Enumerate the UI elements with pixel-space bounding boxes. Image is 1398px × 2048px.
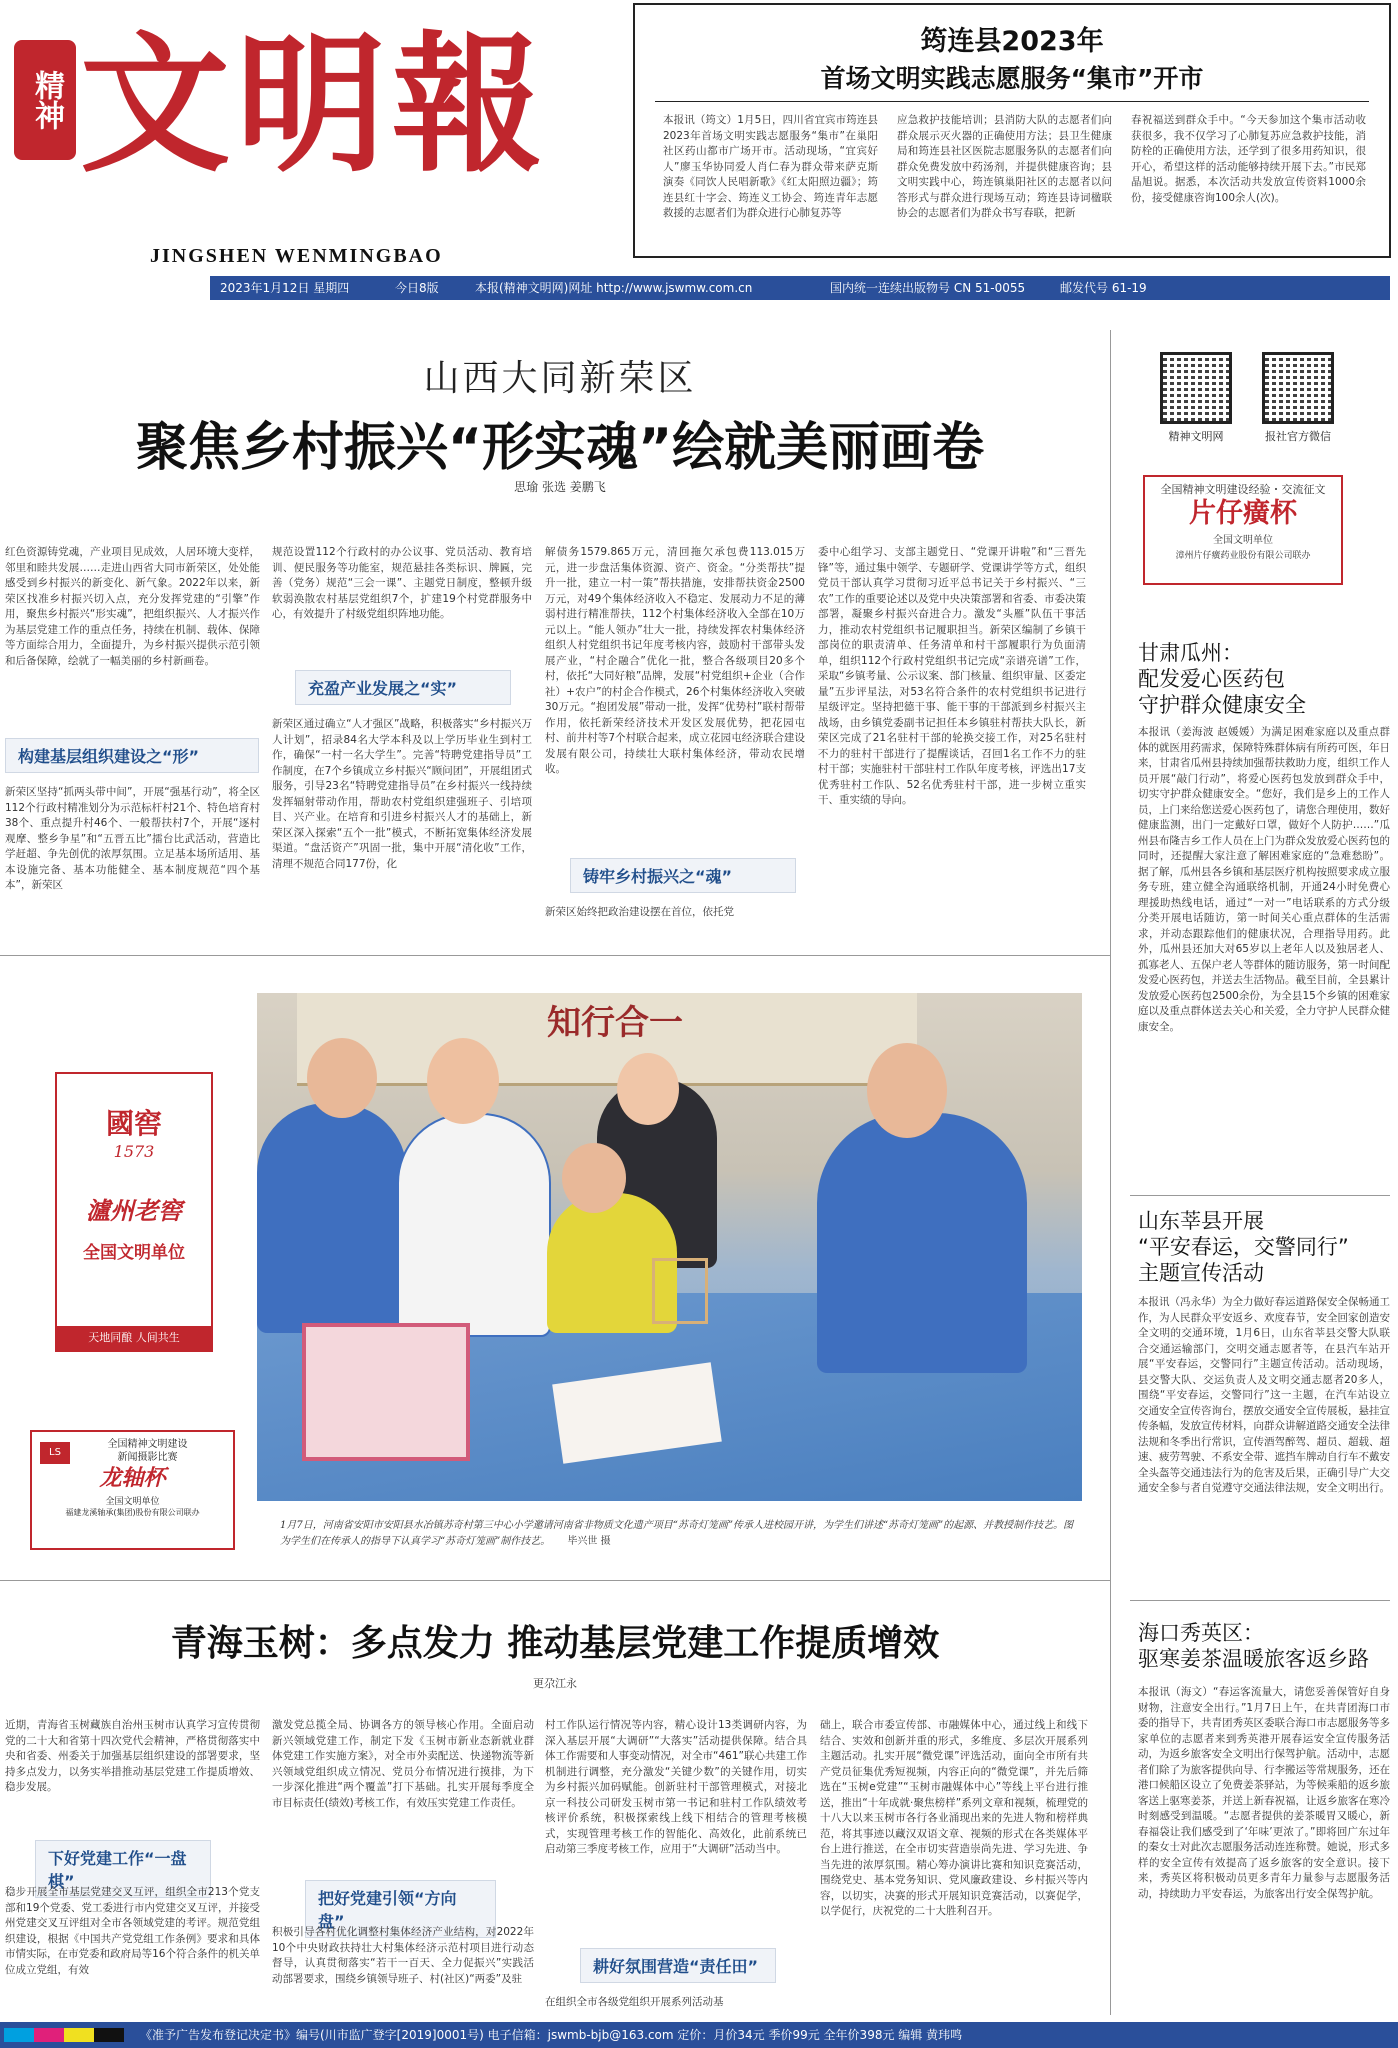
second-col-2b: 积极引导各村优化调整村集体经济产业结构，对2022年10个中央财政扶持壮大村集体经济示范村项目进行动态督导，认真贯彻落实“若干一百天、全力促振兴”实践活动部署要求，围绕乡镇领导班子、村(社区)“两委”及驻 xyxy=(272,1926,534,1985)
photo-teacher-face xyxy=(617,1053,679,1125)
footer-text: 《准予广告发布登记决定书》编号(川市监广登字[2019]0001号) 电子信箱：jswmb-bjb@163.com 定价：月价34元 季价99元 全年价398元 编辑 黄玮鸣 xyxy=(140,2028,963,2042)
ad-unit: 全国文明单位 xyxy=(1213,535,1273,546)
top-story-col-1: 本报讯（筠文）1月5日，四川省宜宾市筠连县2023年首场文明实践志愿服务“集市”在巢阳社区药山都市广场开市。活动现场，“宜宾好人”廖玉华协同爱人肖仁春为群众带来萨克斯演奏《同饮人民唱新歌》《红太阳照边疆》；筠连县红十字会、筠连义工协会、筠连青年志愿救援的志愿者们为群众进行心肺复苏等 xyxy=(663,114,878,219)
ad-company: 漳州片仔癀药业股份有限公司联办 xyxy=(1175,551,1311,561)
website-address[interactable]: 本报(精神文明网)网址 http://www.jswmw.com.cn xyxy=(475,281,753,295)
lead-col-4: 委中心组学习、支部主题党日、“党课开讲啦”和“三晋先锋”等，通过集中领学、专题研学、党课讲学等方式，组织党员干部认真学习贯彻习近平总书记关于乡村振兴、“三农”工作的重要论述以及党中央决策部署和省委、市委决策部署，凝聚乡村振兴奋进合力。激发“头雁”队伍干事活力，推动农村党组织书记履职担当。新荣区编制了乡镇干部岗位的职责清单、任务清单和村干部履职行为负面清单，组织112个行政村党组织书记完成“亲谱亮谱”工作，采取“乡镇考量、公示议案、部门核量、组织审量、区委定量”五步评星法，对53名符合条件的农村党组织书记进行星级评定。坚持把德干事、能干事的干部派到乡村振兴主战场，由乡镇党委副书记担任本乡镇驻村帮扶大队长，新荣区完成了21名驻村干部的轮换交接工作，对25名驻村不力的驻村干部进行了提醒谈话，召回1名工作不力的驻村干部；实施驻村干部驻村工作队年度考核，评选出17支优秀驻村工作队、52名优秀驻村干部，进一步树立重实干、重实绩的导向。 xyxy=(818,546,1086,806)
photo-lantern xyxy=(302,1323,470,1461)
ad-unit: 全国文明单位 xyxy=(83,1243,185,1263)
qr-label: 精神文明网 xyxy=(1168,430,1224,443)
top-story-box xyxy=(633,3,1391,258)
lead-subhead-2: 充盈产业发展之“实” xyxy=(295,670,511,705)
footer-bar xyxy=(0,2022,1398,2048)
second-col-1a: 近期，青海省玉树藏族自治州玉树市认真学习宣传贯彻党的二十大和省第十四次党代会精神，严格贯彻落实中央和省委、州委关于加强基层组织建设的部署要求，坚持多点发力，以务实举措推动基层党建工作提质增效、稳步发展。 xyxy=(5,1719,260,1793)
masthead xyxy=(0,0,630,270)
second-col-2a: 激发党总揽全局、协调各方的领导核心作用。全面启动新兴领域党建工作，制定下发《玉树市新业态新就业群体党建工作实施方案》，对全市外卖配送、快递物流等新兴领域党组织成立情况、党员分布情况进行摸排，为下一步深化推进“两个覆盖”打下基础。扎实开展每季度全市目标责任(绩效)考核工作，有效压实党建工作责任。 xyxy=(272,1719,534,1809)
ad-logo-icon: LS xyxy=(40,1442,70,1464)
second-subhead-1: 下好党建工作“一盘棋” xyxy=(35,1840,211,1898)
masthead-pinyin: JINGSHEN WENMINGBAO xyxy=(150,245,443,267)
second-col-3a: 村工作队运行情况等内容，精心设计13类调研内容，为深入基层开展“大调研”“大落实”活动提供保障。结合具体工作需要和人事变动情况，对全市“461”联心共建工作机制进行调整，充分激发“关键少数”的关键作用，切实为乡村振兴加码赋能。创新驻村干部管理模式，对接北京一科技公司研发玉树市第一书记和驻村工作队绩效考核评价系统，积极探索线上线下相结合的管理考核模式，实现管理考核工作的智能化、高效化，此前系统已启动第三季度考核工作，应用于“大调研”活动当中。 xyxy=(545,1719,807,1855)
second-subhead-3: 耕好氛围营造“责任田” xyxy=(580,1948,776,1983)
side-story-1-title: 甘肃瓜州： 配发爱心医药包 守护群众健康安全 xyxy=(1138,641,1306,717)
ad-unit: 全国文明单位 xyxy=(105,1497,160,1507)
lead-col-1b: 新荣区坚持“抓两头带中间”，开展“强基行动”，将全区112个行政村精准划分为示范标杆村21个、特色培育村38个、重点提升村46个、一般帮扶村7个，开展“逐村观摩、整乡争星”和“五晋五比”擂台比武活动，营造比学赶超、争先创优的浓厚氛围。立足基本场所适用、基本设施完备、基本功能健全、基本制度规范“四个基本”，新荣区 xyxy=(5,786,260,891)
date-bar xyxy=(210,276,1390,300)
news-photo xyxy=(257,993,1082,1501)
qr-code-wechat[interactable] xyxy=(1262,352,1334,444)
side-story-2-body: 本报讯（冯永华）为全力做好春运道路保安全保畅通工作，为人民群众平安返乡、欢度春节，安全回家创造安全文明的交通环境，1月6日，山东省莘县交警大队联合交通运输部门，交明交通志愿者等，在县汽车站开展“平安春运，交警同行”主题宣传活动。活动现场，县交警大队、交运负责人及文明交通志愿者20多人，围绕“平安春运，交警同行”这一主题，在汽车站设立交通安全宣传咨询台，摆放交通安全宣传展板，悬挂宣传条幅，发放宣传材料，向群众讲解道路交通安全法律法规和冬季出行常识，宣传酒驾醉驾、超员、超载、超速、疲劳驾驶、不系安全带、遮挡车牌动自行车不戴安全头盔等交通违法行为的危害及后果，正确引导广大交通安全参与者自觉遵守交通法律法规，安全文明出行。 xyxy=(1138,1296,1390,1494)
ad-company: 福建龙溪轴承(集团)股份有限公司联办 xyxy=(65,1508,200,1517)
second-byline: 更尕江永 xyxy=(533,1677,577,1690)
divider xyxy=(1130,1195,1390,1196)
lead-kicker: 山西大同新荣区 xyxy=(423,358,697,399)
qr-code-icon xyxy=(1160,352,1232,424)
divider xyxy=(655,101,1369,102)
photo-student-face xyxy=(867,1043,947,1138)
lead-col-2b: 新荣区通过确立“人才强区”战略，积极落实“乡村振兴万人计划”，招录84名大学本科及以上学历毕业生到村工作，确保“一村一名大学生”。完善“特聘党建指导员”工作制度，在7个乡镇成立乡村振兴“顾问团”，开展组团式服务，引导23名“特聘党建指导员”在乡村振兴一线持续发挥辐射带动作用，帮助农村党组织建强班子、引培项目、兴产业。在培育和引进乡村振兴人才的基础上，新荣区深入探索“五个一批”模式，不断拓宽集体经济发展渠道。“盘活资产”巩固一批，集中开展“清化收”工作，清理不规范合同177份，化 xyxy=(272,718,532,870)
second-col-4: 础上，联合市委宣传部、市融媒体中心，通过线上和线下结合、实效和创新并重的形式，多维度、多层次开展系列主题活动。扎实开展“微党课”评选活动，面向全市所有共产党员征集优秀短视频，内容正向的“微党课”，并先后筛选在“玉树e党建”“玉树市融媒体中心”等线上平台进行推送，推出“十年成就·聚焦榜样”系列文章和视频，梳理党的十八大以来玉树市各行各业涌现出来的先进人物和榜样典范，将其事迹以藏汉双语文章、视频的形式在各类媒体平台上进行推送，在全市切实营造崇尚先进、学习先进、争当先进的浓厚氛围。精心筹办演讲比赛和知识竞赛活动，围绕党史、基本党务知识、党风廉政建设、乡村振兴等内容，以切实，决赛的形式开展知识竞赛活动，以赛促学，以学促行，庆祝党的二十大胜利召开。 xyxy=(820,1719,1088,1917)
side-story-3-title: 海口秀英区： 驱寒姜茶温暖旅客返乡路 xyxy=(1138,1621,1369,1671)
photo-lantern-frame xyxy=(652,1258,708,1324)
lead-subhead-1: 构建基层组织建设之“形” xyxy=(5,738,259,773)
ad-logo-number: 1573 xyxy=(113,1142,155,1161)
ad-luzhou-laojiao xyxy=(55,1072,213,1352)
second-subhead-2: 把好党建引领“方向盘” xyxy=(305,1880,496,1938)
side-story-2-title: 山东莘县开展 “平安春运，交警同行” 主题宣传活动 xyxy=(1138,1209,1349,1285)
lead-col-1a: 红色资源铸党魂，产业项目见成效，人居环境大变样，邻里和睦共发展……走进山西省大同市新荣区，处处能感受到乡村振兴的新变化、新气象。2022年以来，新荣区找准乡村振兴切入点，充分发挥党建的“引擎”作用，聚焦乡村振兴“形实魂”，把组织振兴、人才振兴作为基层党建工作的重点任务，持续在机制、载体、保障等方面综合用力，全面提升，为乡村振兴提供示范引领和后备保障，绘就了一幅美丽的乡村新画卷。 xyxy=(5,546,260,667)
ad-brand: 瀘州老窖 xyxy=(86,1196,182,1225)
lead-headline: 聚焦乡村振兴“形实魂”绘就美丽画卷 xyxy=(135,418,985,478)
photo-student-face xyxy=(307,1038,377,1118)
photo-student xyxy=(397,1113,551,1337)
divider xyxy=(0,955,1110,956)
masthead-seal: 精神 xyxy=(14,40,76,160)
top-story-col-3: 春祝福送到群众手中。“今天参加这个集市活动收获很多，我不仅学习了心肺复苏应急救护技能，消防栓的正确使用方法，还学到了很多用药知识，很开心，希望这样的活动能够持续开展下去。”市民郑晶旭说。据悉，本次活动共发放宣传资料1000余份，接受健康咨询100余人(次)。 xyxy=(1131,114,1366,204)
ad-slogan: 天地同酿 人间共生 xyxy=(57,1326,211,1350)
photo-student-face xyxy=(427,1038,499,1124)
divider xyxy=(1130,1600,1390,1601)
date-line: 2023年1月12日 星期四 xyxy=(220,281,350,295)
photo-student xyxy=(257,1103,407,1333)
ad-name: 龙轴杯 xyxy=(99,1466,166,1491)
second-col-1b: 稳步开展全市基层党建交叉互评，组织全市213个党支部和19个党委、党工委进行市内党建交叉互评，并接受州党建交叉互评组对全市各领域党建的考评。规范党组织建设，根据《中国共产党党组工作条例》要求和具体市情实际，在市党委和政府局等16个符合条件的机关单位成立党组，有效 xyxy=(5,1886,260,1976)
postal-code: 邮发代号 61-19 xyxy=(1060,281,1147,295)
lead-col-2a: 规范设置112个行政村的办公议事、党员活动、教育培训、便民服务等功能室，规范悬挂各类标识、牌匾，完善（党务）规范“三会一课”、主题党日制度，整顿升级软弱涣散农村基层党组织7个，扩建19个村党群服务中心，有效提升了村级党组织阵地功能。 xyxy=(272,546,532,620)
lead-byline: 思瑜 张选 姜鹏飞 xyxy=(514,480,606,494)
top-story-col-2: 应急救护技能培训；县消防大队的志愿者们向群众展示灭火器的正确使用方法；县卫生健康局和筠连县社区医院志愿服务队的志愿者们向群众免费发放中药汤剂，并提供健康咨询；县文明实践中心，筠连镇巢阳社区的志愿者以问答形式与群众进行现场互动；筠连县诗词楹联协会的志愿者们为群众书写春联，把新 xyxy=(897,114,1112,219)
ad-top-text: 全国精神文明建设 新闻摄影比赛 xyxy=(107,1439,188,1463)
side-story-1-body: 本报讯（姜海波 赵媛媛）为满足困难家庭以及重点群体的就医用药需求，保障特殊群体病有所药可医，年日来，甘肃省瓜州县持续加强帮扶救助力度，组织工作人员开展“敲门行动”，将爱心医药包发放到群众手中，切实守护群众健康安全。“您好，我们是乡上的工作人员，上门来给您送爱心医药包了，请您合理使用，数好健康监测，出门一定戴好口罩，做好个人防护……”瓜州县布隆吉乡工作人员在上门为群众发放爱心医药包的同时，还提醒大家注意了解困难家庭的“急难愁盼”。据了解，瓜州县各乡镇和基层医疗机构按照要求成立服务专班，建立健全沟通联络机制，开通24小时免费心理援助热线电话，通过“一对一”电话联系的方式分级分类开展电话随访，第一时间关心重点群体的生活需求，并动态跟踪他们的健康状况，合理指导用药。此外，瓜州县还加大对65岁以上老年人以及独居老人、孤寡老人、五保户老人等群体的随访服务，第一时间配发爱心医药包，并送去生活物品。截至目前，全县累计发放爱心医药包2500余份，为全县15个乡镇的困难家庭以及重点群体送去关心和关爱，全力守护人民群众健康安全。 xyxy=(1138,726,1390,1033)
photo-credit: 毕兴世 摄 xyxy=(567,1536,611,1547)
top-story-title-1: 筠连县2023年 xyxy=(920,26,1104,57)
ad-pianzaihuang xyxy=(1143,475,1343,585)
photo-caption xyxy=(280,1518,1080,1550)
photo-student-face xyxy=(562,1143,626,1213)
top-story-title-2: 首场文明实践志愿服务“集市”开市 xyxy=(820,64,1204,93)
ad-logo-guojiao: 國窖 xyxy=(105,1107,162,1140)
ad-top-text: 全国精神文明建设经验・交流征文 xyxy=(1160,483,1326,496)
qr-code-icon xyxy=(1262,352,1334,424)
second-headline: 青海玉树：多点发力 推动基层党建工作提质增效 xyxy=(170,1623,940,1664)
qr-label: 报社官方微信 xyxy=(1265,430,1331,443)
photo-board-text: 知行合一 xyxy=(547,1003,683,1043)
divider xyxy=(0,1580,1110,1581)
lead-col-3a: 解债务1579.865万元，清回拖欠承包费113.015万元，进一步盘活集体资源、资产、资金。“分类帮扶”提升一批，建立一村一策”帮扶措施，安排帮扶资金2500万元，对49个集体经济收入不稳定、发展动力不足的薄弱村进行精准帮扶，112个村集体经济收入全部在10万元以上。“能人领办”壮大一批，持续发挥农村集体经济组织人村党组织书记年度考核内容，鼓励村干部带头发展产业，“村企融合”优化一批，整合各级项目20多个村，依托“大同好粮”品牌，发展“村党组织+企业（合作社）+农户”的村企合作模式，26个村集体经济收入突破30万元。“抱团发展”带动一批，发挥“优势村”联村帮带作用，依托新荣经济技术开发区发展优势，把花园屯村、前井村等7个村联合起来，成立花园屯经济联合建设发展有限公司，持续壮大联村集体经济，带动农民增收。 xyxy=(545,546,805,775)
side-story-3-body: 本报讯（海文）“春运客流量大，请您妥善保管好自身财物，注意安全出行。”1月7日上午，在共青团海口市委的指导下，共青团秀英区委联合海口市志愿服务等多家单位的志愿者来到秀英港开展春运安全宣传服务活动，为返乡旅客安全文明出行保驾护航。活动中，志愿者们除了为旅客提供向导、行李搬运等常规服务，还在港口候船区设立了免费姜茶驿站，为等候乘船的返乡旅客送上驱寒姜茶，并送上新春祝福，让返乡旅客在寒冷时刻感受到温暖。“志愿者提供的姜茶暖胃又暖心，新春福袋让我们感受到了‘年味’更浓了。”即将回广东过年的秦女士对此次志愿服务活动连连称赞。她说，形式多样的安全宣传有效提高了返乡旅客的安全意识。接下来，秀英区将积极动员更多青年力量参与志愿服务活动，持续助力平安春运，为旅客出行安全保驾护航。 xyxy=(1138,1686,1390,1900)
qr-code-website[interactable] xyxy=(1160,352,1232,444)
ad-longzhou-cup xyxy=(30,1430,235,1550)
photo-caption-text: 1月7日，河南省安阳市安阳县水冶镇苏奇村第三中心小学邀请河南省非物质文化遗产项目“苏奇灯笼画”传承人进校园开讲，为学生们讲述“苏奇灯笼画”的起源、并教授制作技艺。图为学生们在传承人的指导下认真学习“苏奇灯笼画”制作技艺。 xyxy=(280,1520,1074,1547)
second-col-3b: 在组织全市各级党组织开展系列活动基 xyxy=(545,1996,724,2008)
photo-wall-board xyxy=(297,993,917,1086)
divider xyxy=(1110,330,1111,2015)
color-swatches xyxy=(4,2028,124,2042)
masthead-title: 文明報 xyxy=(80,17,549,193)
serial-number: 国内统一连续出版物号 CN 51-0055 xyxy=(830,281,1026,295)
lead-subhead-3: 铸牢乡村振兴之“魂” xyxy=(570,858,796,893)
issue-pages: 今日8版 xyxy=(395,281,439,295)
ad-name: 片仔癀杯 xyxy=(1189,498,1297,529)
lead-col-3b: 新荣区始终把政治建设摆在首位，依托党 xyxy=(545,906,734,918)
photo-student xyxy=(817,1113,1027,1373)
